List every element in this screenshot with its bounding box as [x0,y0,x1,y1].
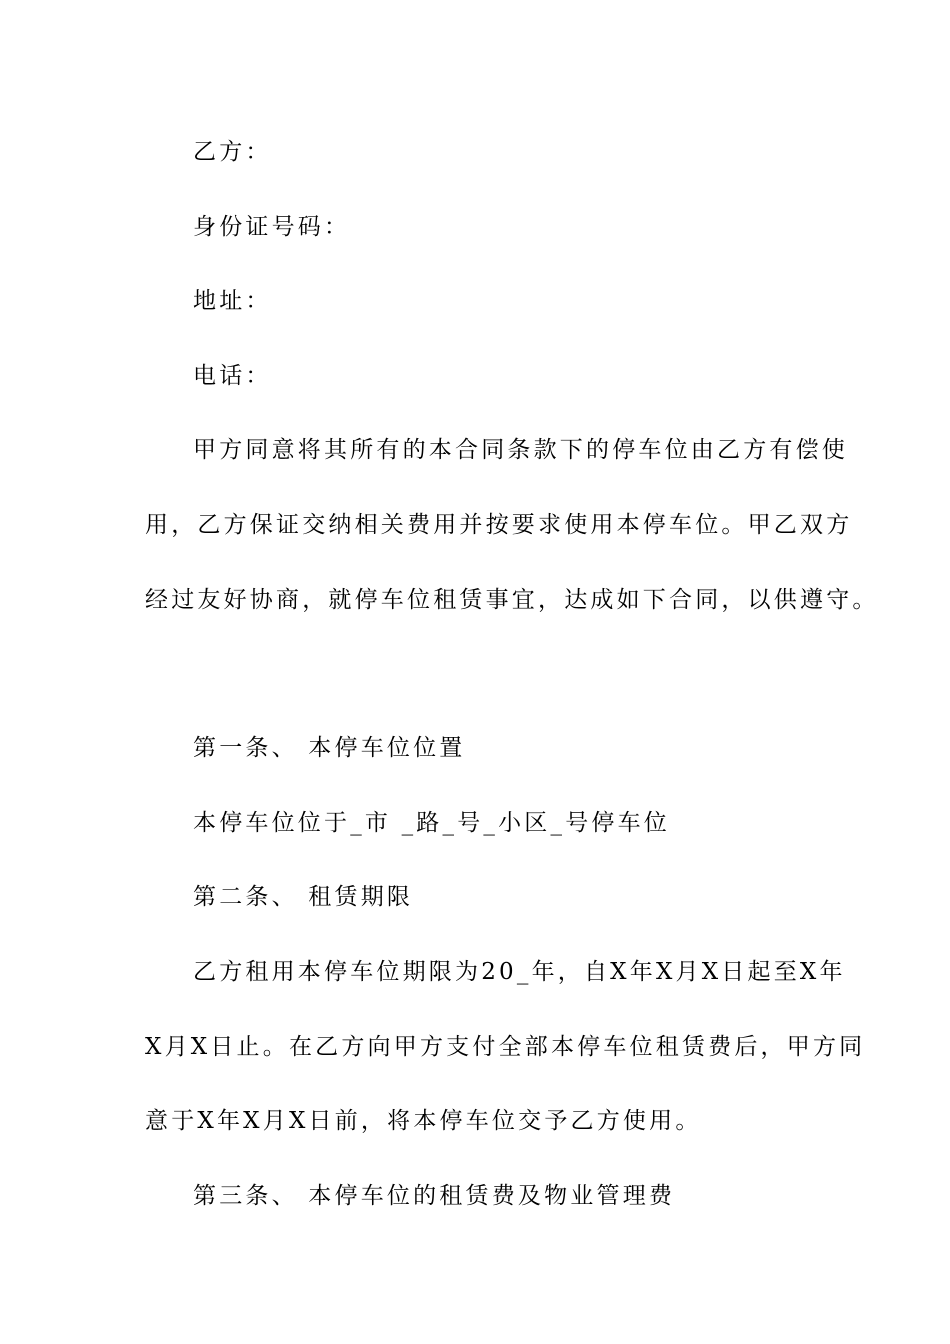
party-b-label: 乙方： [193,139,272,165]
intro-paragraph-line: 用，乙方保证交纳相关费用并按要求使用本停车位。甲乙双方 [145,512,853,538]
article-2-body-line: X月X日止。在乙方向甲方支付全部本停车位租赁费后，甲方同 [145,1034,866,1060]
article-1-title: 第一条、 本停车位位置 [193,735,466,761]
intro-paragraph-line: 甲方同意将其所有的本合同条款下的停车位由乙方有偿使 [193,437,848,463]
article-2-body-line: 乙方租用本停车位期限为20_年，自X年X月X日起至X年 [193,959,846,985]
intro-paragraph-line: 经过友好协商，就停车位租赁事宜，达成如下合同，以供遵守。 [145,587,879,613]
id-number-label: 身份证号码： [193,214,351,240]
phone-label: 电话： [193,363,272,389]
article-1-body: 本停车位位于_市 _路_号_小区_号停车位 [193,810,671,836]
article-3-title: 第三条、 本停车位的租赁费及物业管理费 [193,1183,676,1209]
article-2-body-line: 意于X年X月X日前，将本停车位交予乙方使用。 [145,1108,702,1134]
address-label: 地址： [193,288,272,314]
article-2-title: 第二条、 租赁期限 [193,884,414,910]
